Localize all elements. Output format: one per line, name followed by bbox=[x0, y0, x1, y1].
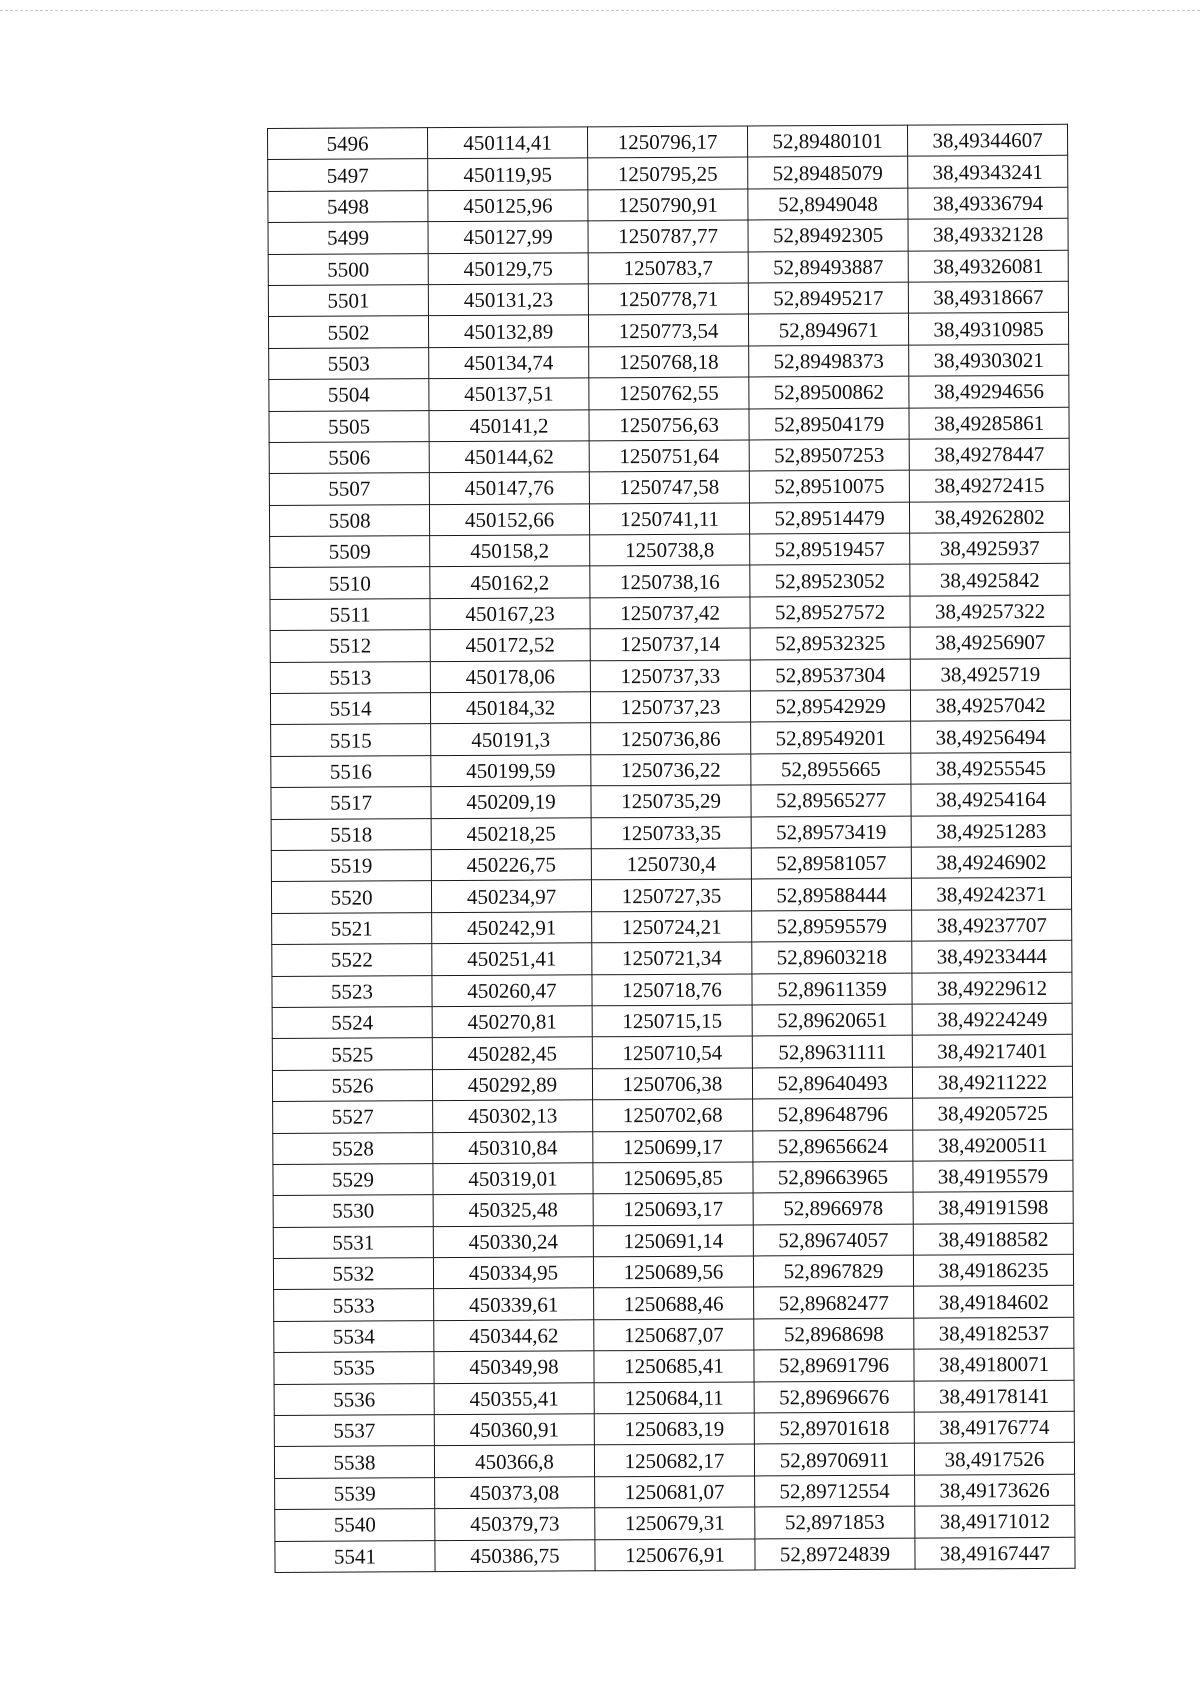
table-row bbox=[270, 595, 1070, 631]
cell-y-coordinate: 1250699,17 bbox=[593, 1130, 753, 1162]
cell-x-coordinate: 450152,66 bbox=[429, 504, 589, 536]
cell-point-number: 5516 bbox=[271, 755, 431, 787]
cell-y-coordinate: 1250688,46 bbox=[594, 1287, 754, 1319]
cell-x-coordinate: 450114,41 bbox=[428, 127, 588, 159]
cell-longitude: 38,49254164 bbox=[911, 784, 1071, 816]
cell-latitude: 52,89648796 bbox=[753, 1098, 913, 1130]
cell-point-number: 5532 bbox=[273, 1258, 433, 1290]
cell-latitude: 52,89656624 bbox=[753, 1130, 913, 1162]
table-row bbox=[271, 752, 1071, 788]
cell-latitude: 52,89631111 bbox=[752, 1035, 912, 1067]
cell-x-coordinate: 450144,62 bbox=[429, 441, 589, 473]
cell-longitude: 38,49205725 bbox=[913, 1097, 1073, 1129]
cell-longitude: 38,49217401 bbox=[912, 1035, 1072, 1067]
cell-x-coordinate: 450260,47 bbox=[432, 974, 592, 1006]
cell-latitude: 52,89588444 bbox=[751, 879, 911, 911]
cell-x-coordinate: 450226,75 bbox=[431, 849, 591, 881]
cell-point-number: 5522 bbox=[272, 944, 432, 976]
cell-latitude: 52,89611359 bbox=[752, 973, 912, 1005]
cell-x-coordinate: 450162,2 bbox=[430, 566, 590, 598]
cell-longitude: 38,49233444 bbox=[912, 940, 1072, 972]
cell-longitude: 38,49200511 bbox=[913, 1129, 1073, 1161]
cell-x-coordinate: 450172,52 bbox=[430, 629, 590, 661]
table-row bbox=[272, 1035, 1072, 1071]
cell-latitude: 52,89498373 bbox=[749, 345, 909, 377]
table-row bbox=[273, 1223, 1073, 1259]
cell-point-number: 5525 bbox=[272, 1038, 432, 1070]
cell-x-coordinate: 450158,2 bbox=[430, 535, 590, 567]
cell-point-number: 5528 bbox=[273, 1132, 433, 1164]
cell-y-coordinate: 1250762,55 bbox=[589, 377, 749, 409]
table-row bbox=[272, 909, 1072, 945]
cell-longitude: 38,49278447 bbox=[909, 438, 1069, 470]
cell-y-coordinate: 1250687,07 bbox=[594, 1319, 754, 1351]
cell-x-coordinate: 450282,45 bbox=[432, 1037, 592, 1069]
table-row bbox=[268, 250, 1068, 286]
cell-y-coordinate: 1250790,91 bbox=[588, 189, 748, 221]
cell-point-number: 5509 bbox=[270, 536, 430, 568]
cell-point-number: 5513 bbox=[270, 661, 430, 693]
cell-longitude: 38,49191598 bbox=[913, 1192, 1073, 1224]
cell-y-coordinate: 1250695,85 bbox=[593, 1162, 753, 1194]
cell-point-number: 5520 bbox=[271, 881, 431, 913]
cell-x-coordinate: 450339,61 bbox=[434, 1288, 594, 1320]
cell-point-number: 5505 bbox=[269, 410, 429, 442]
table-row bbox=[269, 501, 1069, 537]
cell-x-coordinate: 450251,41 bbox=[432, 943, 592, 975]
table-row bbox=[268, 281, 1068, 317]
cell-x-coordinate: 450373,08 bbox=[435, 1477, 595, 1509]
table-row bbox=[273, 1160, 1073, 1196]
cell-y-coordinate: 1250681,07 bbox=[595, 1476, 755, 1508]
cell-latitude: 52,89706911 bbox=[754, 1444, 914, 1476]
cell-point-number: 5498 bbox=[268, 190, 428, 222]
cell-point-number: 5534 bbox=[274, 1320, 434, 1352]
cell-x-coordinate: 450132,89 bbox=[428, 315, 588, 347]
cell-y-coordinate: 1250710,54 bbox=[592, 1036, 752, 1068]
coordinates-table bbox=[267, 124, 1076, 1573]
cell-latitude: 52,89663965 bbox=[753, 1161, 913, 1193]
cell-x-coordinate: 450191,3 bbox=[431, 723, 591, 755]
cell-latitude: 52,89565277 bbox=[751, 784, 911, 816]
cell-longitude: 38,49262802 bbox=[909, 501, 1069, 533]
cell-latitude: 52,89492305 bbox=[748, 219, 908, 251]
table-row bbox=[274, 1411, 1074, 1447]
cell-y-coordinate: 1250783,7 bbox=[588, 252, 748, 284]
cell-longitude: 38,49178141 bbox=[914, 1380, 1074, 1412]
cell-point-number: 5538 bbox=[274, 1446, 434, 1478]
cell-longitude: 38,49237707 bbox=[912, 909, 1072, 941]
cell-y-coordinate: 1250756,63 bbox=[589, 408, 749, 440]
cell-x-coordinate: 450125,96 bbox=[428, 190, 588, 222]
cell-latitude: 52,89701618 bbox=[754, 1412, 914, 1444]
cell-x-coordinate: 450131,23 bbox=[428, 284, 588, 316]
cell-x-coordinate: 450360,91 bbox=[434, 1414, 594, 1446]
table-row bbox=[272, 1003, 1072, 1039]
cell-latitude: 52,8955665 bbox=[751, 753, 911, 785]
scan-top-edge bbox=[0, 10, 1200, 11]
cell-latitude: 52,8967829 bbox=[753, 1255, 913, 1287]
cell-point-number: 5526 bbox=[272, 1069, 432, 1101]
cell-y-coordinate: 1250693,17 bbox=[593, 1193, 753, 1225]
cell-point-number: 5510 bbox=[270, 567, 430, 599]
table-row bbox=[274, 1380, 1074, 1416]
cell-latitude: 52,89504179 bbox=[749, 408, 909, 440]
cell-x-coordinate: 450292,89 bbox=[432, 1069, 592, 1101]
cell-y-coordinate: 1250796,17 bbox=[587, 126, 747, 158]
cell-longitude: 38,49326081 bbox=[908, 250, 1068, 282]
cell-longitude: 38,49224249 bbox=[912, 1003, 1072, 1035]
coordinates-table-container bbox=[267, 124, 1075, 1573]
cell-x-coordinate: 450325,48 bbox=[433, 1194, 593, 1226]
cell-latitude: 52,8949048 bbox=[748, 188, 908, 220]
cell-latitude: 52,89603218 bbox=[752, 941, 912, 973]
cell-y-coordinate: 1250718,76 bbox=[592, 974, 752, 1006]
cell-y-coordinate: 1250735,29 bbox=[591, 785, 751, 817]
cell-longitude: 38,49256494 bbox=[911, 721, 1071, 753]
cell-latitude: 52,89523052 bbox=[750, 565, 910, 597]
table-row bbox=[268, 124, 1068, 160]
table-row bbox=[268, 187, 1068, 223]
cell-y-coordinate: 1250738,8 bbox=[590, 534, 750, 566]
cell-point-number: 5517 bbox=[271, 787, 431, 819]
cell-longitude: 38,4917526 bbox=[914, 1443, 1074, 1475]
cell-longitude: 38,49257042 bbox=[910, 689, 1070, 721]
cell-x-coordinate: 450334,95 bbox=[433, 1257, 593, 1289]
cell-y-coordinate: 1250684,11 bbox=[594, 1382, 754, 1414]
cell-y-coordinate: 1250747,58 bbox=[589, 471, 749, 503]
cell-y-coordinate: 1250737,33 bbox=[590, 660, 750, 692]
cell-longitude: 38,49318667 bbox=[908, 281, 1068, 313]
cell-point-number: 5497 bbox=[268, 159, 428, 191]
table-row bbox=[273, 1097, 1073, 1133]
cell-latitude: 52,89620651 bbox=[752, 1004, 912, 1036]
table-row bbox=[271, 878, 1071, 914]
cell-latitude: 52,89532325 bbox=[750, 627, 910, 659]
cell-point-number: 5527 bbox=[273, 1101, 433, 1133]
cell-y-coordinate: 1250773,54 bbox=[588, 314, 748, 346]
cell-x-coordinate: 450167,23 bbox=[430, 598, 590, 630]
cell-point-number: 5501 bbox=[268, 285, 428, 317]
cell-longitude: 38,49242371 bbox=[911, 878, 1071, 910]
cell-longitude: 38,49255545 bbox=[911, 752, 1071, 784]
cell-x-coordinate: 450119,95 bbox=[428, 158, 588, 190]
cell-point-number: 5540 bbox=[275, 1509, 435, 1541]
cell-point-number: 5533 bbox=[274, 1289, 434, 1321]
cell-x-coordinate: 450319,01 bbox=[433, 1163, 593, 1195]
cell-y-coordinate: 1250733,35 bbox=[591, 817, 751, 849]
cell-y-coordinate: 1250741,11 bbox=[589, 503, 749, 535]
cell-longitude: 38,49211222 bbox=[912, 1066, 1072, 1098]
table-row bbox=[269, 438, 1069, 474]
cell-x-coordinate: 450349,98 bbox=[434, 1351, 594, 1383]
cell-latitude: 52,89581057 bbox=[751, 847, 911, 879]
cell-x-coordinate: 450386,75 bbox=[435, 1539, 595, 1571]
table-row bbox=[269, 407, 1069, 443]
cell-y-coordinate: 1250721,34 bbox=[592, 942, 752, 974]
table-row bbox=[270, 564, 1070, 600]
cell-point-number: 5496 bbox=[268, 128, 428, 160]
cell-y-coordinate: 1250676,91 bbox=[595, 1539, 755, 1571]
cell-latitude: 52,89696676 bbox=[754, 1381, 914, 1413]
cell-y-coordinate: 1250691,14 bbox=[593, 1225, 753, 1257]
table-row bbox=[271, 784, 1071, 820]
table-row bbox=[272, 972, 1072, 1008]
cell-x-coordinate: 450270,81 bbox=[432, 1006, 592, 1038]
cell-x-coordinate: 450379,73 bbox=[435, 1508, 595, 1540]
cell-y-coordinate: 1250724,21 bbox=[592, 911, 752, 943]
table-row bbox=[274, 1286, 1074, 1322]
cell-y-coordinate: 1250768,18 bbox=[589, 346, 749, 378]
cell-longitude: 38,49246902 bbox=[911, 846, 1071, 878]
cell-latitude: 52,89514479 bbox=[749, 502, 909, 534]
cell-point-number: 5506 bbox=[269, 442, 429, 474]
cell-longitude: 38,49195579 bbox=[913, 1160, 1073, 1192]
cell-y-coordinate: 1250715,15 bbox=[592, 1005, 752, 1037]
cell-point-number: 5515 bbox=[271, 724, 431, 756]
cell-point-number: 5508 bbox=[269, 504, 429, 536]
table-row bbox=[274, 1317, 1074, 1353]
cell-latitude: 52,89549201 bbox=[751, 722, 911, 754]
cell-latitude: 52,89480101 bbox=[747, 125, 907, 157]
cell-x-coordinate: 450366,8 bbox=[434, 1445, 594, 1477]
cell-y-coordinate: 1250751,64 bbox=[589, 440, 749, 472]
coordinates-table-body bbox=[268, 124, 1076, 1572]
table-row bbox=[270, 627, 1070, 663]
cell-longitude: 38,4925842 bbox=[910, 564, 1070, 596]
cell-x-coordinate: 450137,51 bbox=[429, 378, 589, 410]
cell-point-number: 5502 bbox=[268, 316, 428, 348]
cell-y-coordinate: 1250738,16 bbox=[590, 565, 750, 597]
cell-y-coordinate: 1250737,14 bbox=[590, 628, 750, 660]
cell-point-number: 5524 bbox=[272, 1007, 432, 1039]
cell-latitude: 52,8966978 bbox=[753, 1192, 913, 1224]
cell-y-coordinate: 1250685,41 bbox=[594, 1350, 754, 1382]
cell-longitude: 38,49336794 bbox=[908, 187, 1068, 219]
cell-latitude: 52,89527572 bbox=[750, 596, 910, 628]
cell-y-coordinate: 1250737,23 bbox=[590, 691, 750, 723]
cell-point-number: 5536 bbox=[274, 1383, 434, 1415]
cell-longitude: 38,49310985 bbox=[908, 313, 1068, 345]
cell-point-number: 5541 bbox=[275, 1540, 435, 1572]
cell-latitude: 52,89510075 bbox=[749, 470, 909, 502]
cell-y-coordinate: 1250736,86 bbox=[591, 722, 751, 754]
cell-y-coordinate: 1250727,35 bbox=[591, 879, 751, 911]
cell-x-coordinate: 450302,13 bbox=[433, 1100, 593, 1132]
cell-longitude: 38,49180071 bbox=[914, 1349, 1074, 1381]
cell-latitude: 52,89674057 bbox=[753, 1224, 913, 1256]
cell-point-number: 5523 bbox=[272, 975, 432, 1007]
cell-point-number: 5500 bbox=[268, 253, 428, 285]
cell-x-coordinate: 450199,59 bbox=[431, 755, 591, 787]
cell-latitude: 52,89712554 bbox=[755, 1475, 915, 1507]
cell-longitude: 38,49186235 bbox=[913, 1254, 1073, 1286]
cell-longitude: 38,49251283 bbox=[911, 815, 1071, 847]
cell-longitude: 38,49272415 bbox=[909, 470, 1069, 502]
cell-latitude: 52,89724839 bbox=[755, 1538, 915, 1570]
table-row bbox=[269, 470, 1069, 506]
cell-latitude: 52,89640493 bbox=[752, 1067, 912, 1099]
cell-x-coordinate: 450134,74 bbox=[429, 347, 589, 379]
cell-longitude: 38,49294656 bbox=[909, 375, 1069, 407]
cell-x-coordinate: 450127,99 bbox=[428, 221, 588, 253]
cell-x-coordinate: 450141,2 bbox=[429, 409, 589, 441]
cell-x-coordinate: 450310,84 bbox=[433, 1131, 593, 1163]
cell-point-number: 5521 bbox=[272, 912, 432, 944]
table-row bbox=[273, 1254, 1073, 1290]
cell-longitude: 38,49229612 bbox=[912, 972, 1072, 1004]
cell-x-coordinate: 450234,97 bbox=[431, 880, 591, 912]
cell-latitude: 52,89519457 bbox=[750, 533, 910, 565]
table-row bbox=[273, 1192, 1073, 1228]
cell-y-coordinate: 1250706,38 bbox=[592, 1068, 752, 1100]
cell-latitude: 52,89573419 bbox=[751, 816, 911, 848]
cell-longitude: 38,49167447 bbox=[915, 1537, 1075, 1569]
cell-latitude: 52,89542929 bbox=[750, 690, 910, 722]
table-row bbox=[273, 1129, 1073, 1165]
cell-point-number: 5507 bbox=[269, 473, 429, 505]
cell-point-number: 5530 bbox=[273, 1195, 433, 1227]
cell-y-coordinate: 1250778,71 bbox=[588, 283, 748, 315]
table-row bbox=[271, 815, 1071, 851]
cell-point-number: 5535 bbox=[274, 1352, 434, 1384]
cell-longitude: 38,49332128 bbox=[908, 218, 1068, 250]
cell-latitude: 52,89500862 bbox=[749, 376, 909, 408]
cell-longitude: 38,4925719 bbox=[910, 658, 1070, 690]
cell-latitude: 52,8949671 bbox=[748, 313, 908, 345]
cell-longitude: 38,49182537 bbox=[914, 1317, 1074, 1349]
table-row bbox=[272, 940, 1072, 976]
cell-y-coordinate: 1250795,25 bbox=[588, 157, 748, 189]
cell-y-coordinate: 1250682,17 bbox=[594, 1444, 754, 1476]
cell-longitude: 38,49285861 bbox=[909, 407, 1069, 439]
cell-longitude: 38,49257322 bbox=[910, 595, 1070, 627]
cell-longitude: 38,49173626 bbox=[915, 1474, 1075, 1506]
cell-x-coordinate: 450242,91 bbox=[432, 912, 592, 944]
cell-point-number: 5531 bbox=[273, 1226, 433, 1258]
cell-y-coordinate: 1250683,19 bbox=[594, 1413, 754, 1445]
table-row bbox=[269, 375, 1069, 411]
cell-longitude: 38,49188582 bbox=[913, 1223, 1073, 1255]
table-row bbox=[275, 1505, 1075, 1541]
cell-y-coordinate: 1250689,56 bbox=[593, 1256, 753, 1288]
cell-point-number: 5537 bbox=[274, 1415, 434, 1447]
cell-latitude: 52,8971853 bbox=[755, 1506, 915, 1538]
cell-latitude: 52,89691796 bbox=[754, 1349, 914, 1381]
cell-latitude: 52,8968698 bbox=[754, 1318, 914, 1350]
cell-point-number: 5499 bbox=[268, 222, 428, 254]
cell-y-coordinate: 1250736,22 bbox=[591, 754, 751, 786]
cell-y-coordinate: 1250787,77 bbox=[588, 220, 748, 252]
table-row bbox=[271, 721, 1071, 757]
table-row bbox=[275, 1537, 1075, 1573]
cell-point-number: 5503 bbox=[269, 347, 429, 379]
table-row bbox=[274, 1443, 1074, 1479]
table-row bbox=[272, 1066, 1072, 1102]
table-row bbox=[268, 218, 1068, 254]
cell-point-number: 5511 bbox=[270, 599, 430, 631]
cell-x-coordinate: 450129,75 bbox=[428, 252, 588, 284]
cell-x-coordinate: 450330,24 bbox=[433, 1225, 593, 1257]
table-row bbox=[274, 1349, 1074, 1385]
cell-x-coordinate: 450178,06 bbox=[430, 660, 590, 692]
cell-x-coordinate: 450184,32 bbox=[430, 692, 590, 724]
cell-x-coordinate: 450344,62 bbox=[434, 1320, 594, 1352]
cell-longitude: 38,49256907 bbox=[910, 627, 1070, 659]
table-row bbox=[270, 689, 1070, 725]
cell-longitude: 38,4925937 bbox=[910, 532, 1070, 564]
cell-y-coordinate: 1250702,68 bbox=[593, 1099, 753, 1131]
cell-latitude: 52,89595579 bbox=[752, 910, 912, 942]
cell-point-number: 5529 bbox=[273, 1164, 433, 1196]
cell-x-coordinate: 450218,25 bbox=[431, 817, 591, 849]
cell-point-number: 5504 bbox=[269, 379, 429, 411]
table-row bbox=[271, 846, 1071, 882]
cell-longitude: 38,49343241 bbox=[908, 156, 1068, 188]
cell-point-number: 5512 bbox=[270, 630, 430, 662]
table-row bbox=[268, 313, 1068, 349]
cell-latitude: 52,89493887 bbox=[748, 251, 908, 283]
cell-x-coordinate: 450147,76 bbox=[429, 472, 589, 504]
table-row bbox=[269, 344, 1069, 380]
cell-x-coordinate: 450209,19 bbox=[431, 786, 591, 818]
cell-y-coordinate: 1250730,4 bbox=[591, 848, 751, 880]
cell-longitude: 38,49184602 bbox=[914, 1286, 1074, 1318]
cell-latitude: 52,89682477 bbox=[754, 1287, 914, 1319]
cell-longitude: 38,49171012 bbox=[915, 1505, 1075, 1537]
cell-point-number: 5519 bbox=[271, 850, 431, 882]
cell-point-number: 5539 bbox=[275, 1477, 435, 1509]
cell-longitude: 38,49303021 bbox=[909, 344, 1069, 376]
table-row bbox=[270, 658, 1070, 694]
cell-latitude: 52,89507253 bbox=[749, 439, 909, 471]
cell-y-coordinate: 1250679,31 bbox=[595, 1507, 755, 1539]
cell-latitude: 52,89485079 bbox=[748, 157, 908, 189]
cell-x-coordinate: 450355,41 bbox=[434, 1382, 594, 1414]
cell-point-number: 5514 bbox=[270, 693, 430, 725]
cell-point-number: 5518 bbox=[271, 818, 431, 850]
table-row bbox=[275, 1474, 1075, 1510]
cell-latitude: 52,89495217 bbox=[748, 282, 908, 314]
cell-latitude: 52,89537304 bbox=[750, 659, 910, 691]
table-row bbox=[270, 532, 1070, 568]
cell-y-coordinate: 1250737,42 bbox=[590, 597, 750, 629]
cell-longitude: 38,49176774 bbox=[914, 1411, 1074, 1443]
table-row bbox=[268, 156, 1068, 192]
cell-longitude: 38,49344607 bbox=[907, 124, 1067, 156]
